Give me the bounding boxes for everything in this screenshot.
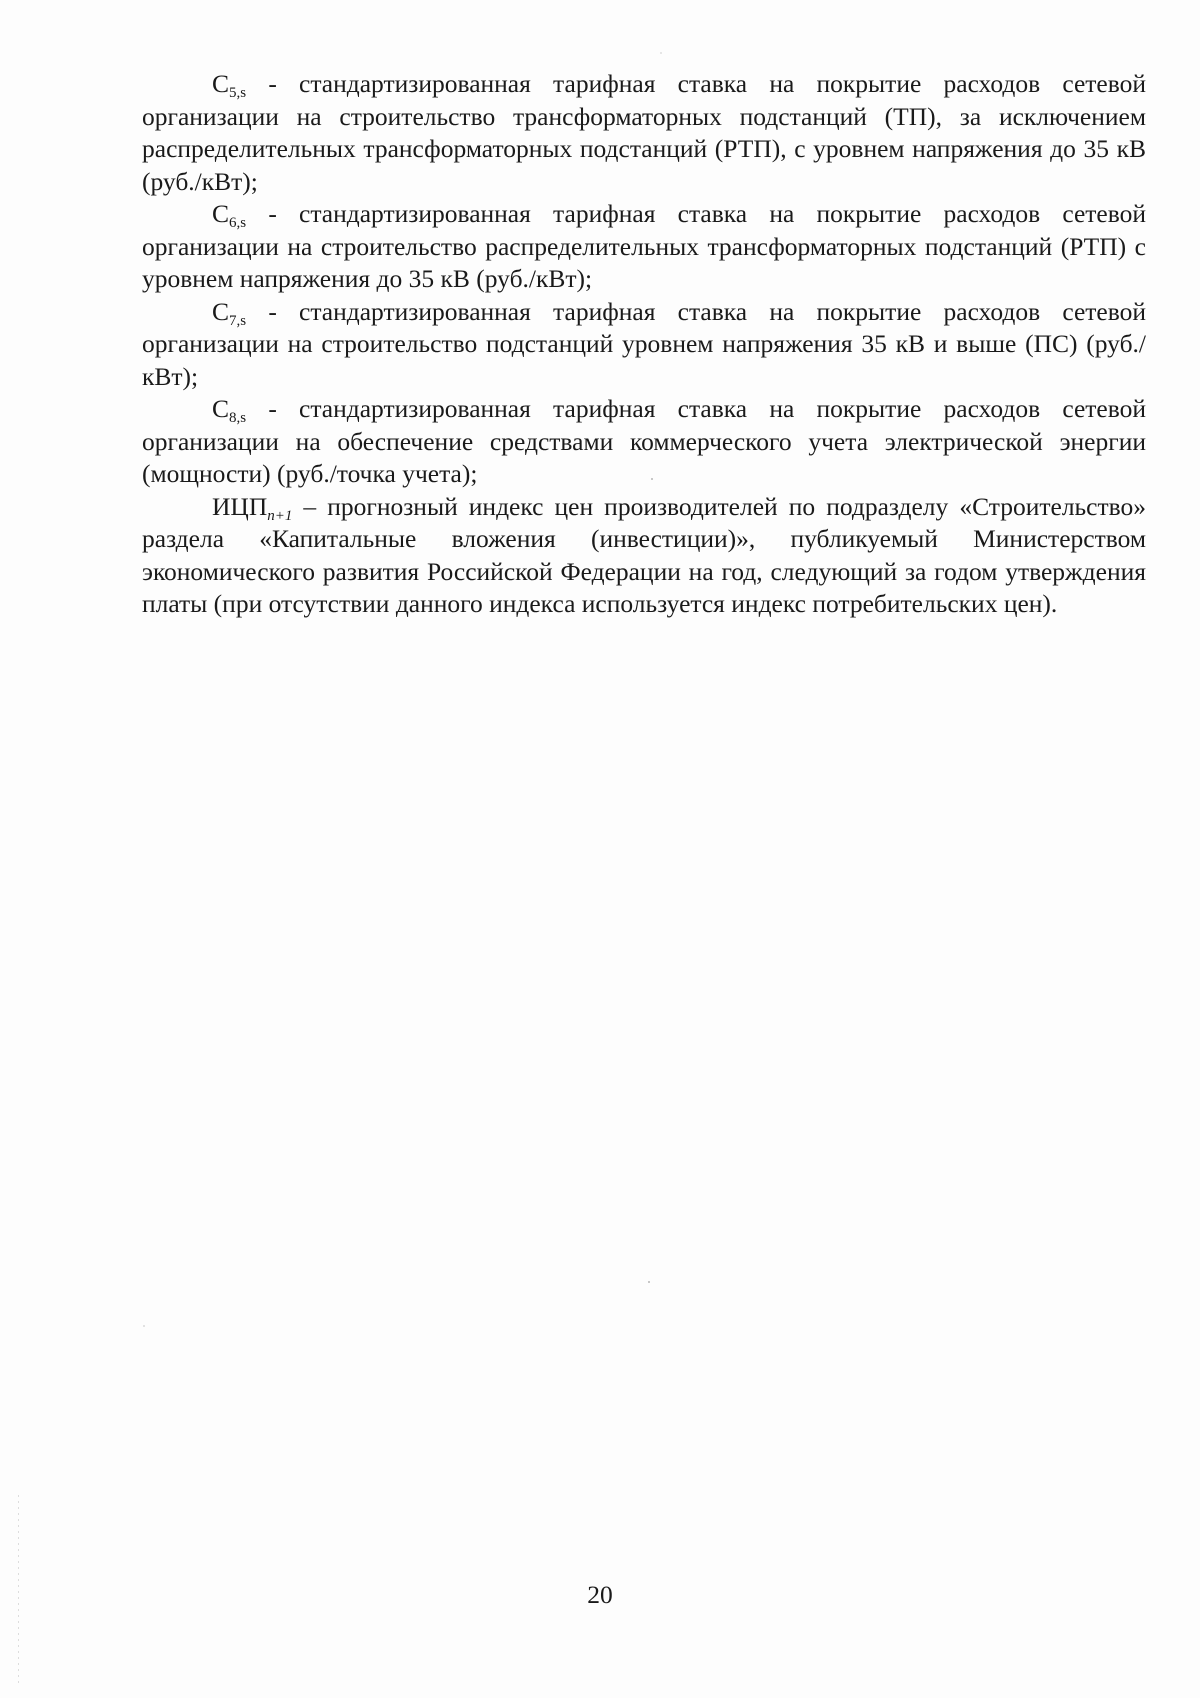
definition-icp: [142, 491, 1146, 621]
definition-c5s: [142, 68, 1146, 198]
definition-c7s: [142, 296, 1146, 394]
scan-speck: [660, 52, 662, 54]
document-body: [142, 68, 1146, 621]
term-icp: [212, 491, 293, 524]
term-c7s: [212, 296, 247, 329]
term-subscript: 5,s: [229, 85, 247, 101]
definition-c8s: [142, 393, 1146, 491]
scan-edge-artifact: [18, 1495, 19, 1685]
definition-text: - стандартизированная тарифная ставка на покрытие расходов сетевой организации на обеспечение средствами коммерческого учета электрической энергии (мощности) (руб./точка учета);: [142, 394, 1146, 488]
term-subscript: 7,s: [229, 312, 247, 329]
term-c6s: [212, 199, 247, 231]
definition-text: - стандартизированная тарифная ставка на покрытие расходов сетевой организации на строительство трансформаторных подстанций (ТП), за исключением распределительных трансформаторных подстанций (РТП), с уровнем напряжения до 35 кВ (руб./кВт);: [142, 69, 1146, 196]
term-c5s: [212, 69, 247, 101]
term-symbol: ИЦП: [212, 491, 268, 521]
definition-text: - стандартизированная тарифная ставка на покрытие расходов сетевой организации на строительство подстанций уровнем напряжения 35 кВ и выше (ПС) (руб./кВт);: [142, 296, 1146, 391]
term-subscript: 6,s: [229, 215, 247, 231]
term-subscript: 8,s: [229, 410, 247, 426]
term-symbol: C: [212, 394, 230, 423]
term-symbol: C: [212, 199, 230, 228]
term-c8s: [212, 394, 247, 426]
term-subscript: n+1: [267, 507, 293, 524]
definition-text: - стандартизированная тарифная ставка на покрытие расходов сетевой организации на строительство распределительных трансформаторных подстанций (РТП) с уровнем напряжения до 35 кВ (руб./кВт);: [142, 199, 1146, 293]
term-symbol: C: [212, 296, 230, 326]
page-number: 20: [587, 1580, 613, 1609]
scan-speck: [143, 1325, 145, 1327]
scan-speck: [651, 478, 653, 480]
scan-speck: [648, 1281, 650, 1283]
term-symbol: C: [212, 69, 230, 98]
definition-text: – прогнозный индекс цен производителей по подразделу «Строительство» раздела «Капитальные вложения (инвестиции)», публикуемый Министерством экономического развития Российской Федерации на год, следующий за годом утверждения платы (при отсутствии данного индекса используется индекс потребительских цен).: [142, 491, 1146, 618]
definition-c6s: [142, 198, 1146, 296]
